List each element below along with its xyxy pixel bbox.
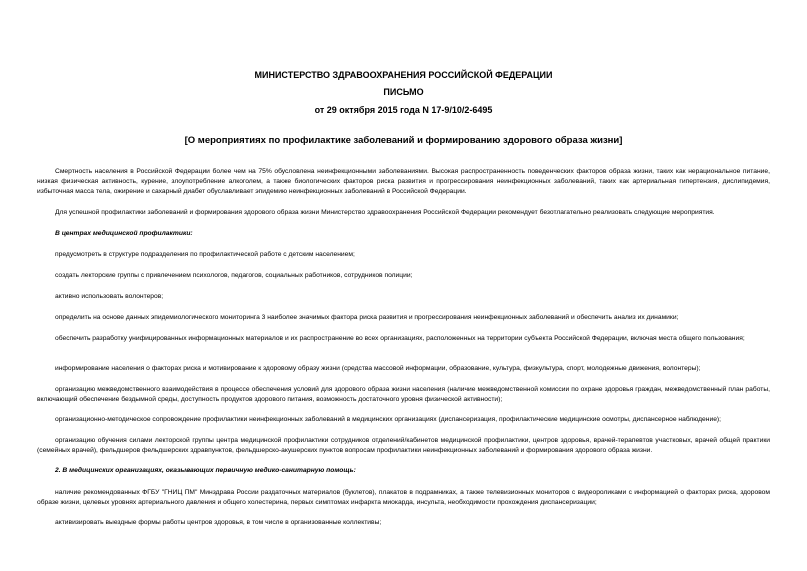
section1-item: организационно-методическое сопровождение профилактики неинфекционных заболеваний в медицинских организациях (диспансеризация, профилактические медицинские осмотры, диспансерное наблюдение);: [55, 416, 722, 423]
document-subject: [О мероприятиях по профилактике заболеваний и формированию здорового образа жизни]: [184, 135, 623, 146]
section1-item: предусмотреть в структуре подразделения по профилактической работе с детским населением;: [55, 251, 355, 258]
section2-item: наличие рекомендованных ФГБУ "ГНИЦ ПМ" Минздрава России раздаточных материалов (буклетов), плакатов в подрамниках, а также телевизионных мониторов с видеороликами с информацией о факторах риска, здоровом образе жизни, целевых уровнях артериального давления и общего холестерина, первых симптомах инфаркта миокарда, инсульта, необходимости прохождения диспансеризации;: [37, 489, 770, 506]
section1-heading: В центрах медицинской профилактики:: [55, 230, 193, 237]
section1-item: организацию обучения силами лекторской группы центра медицинской профилактики сотрудников отделений/кабинетов медицинской профилактики, центров здоровья, врачей-терапевтов участковых, врачей общей практики (семейных врачей), фельдшеров фельдшерских здравпунктов, фельдшерско-акушерских пунктов вопросам профилактики неинфекционных заболеваний и формирования здорового образа жизни.: [37, 437, 770, 454]
section1-item: определить на основе данных эпидемиологического мониторинга 3 наиболее значимых фактора риска развития и прогрессирования неинфекционных заболеваний и обеспечить анализ их динамики;: [55, 314, 679, 321]
section1-item: организацию межведомственного взаимодействия в процессе обеспечения условий для здорового образа жизни населения (наличие межведомственной комиссии по охране здоровья граждан, межведомственный план работы, включающий обеспечение бездымной среды, доступность продуктов здорового питания, возможность достаточного уровня физической активности);: [37, 386, 770, 403]
section1-item: обеспечить разработку унифицированных информационных материалов и их распространение во всех организациях, расположенных на территории субъекта Российской Федерации, включая места общего пользования;: [55, 335, 745, 342]
section1-item: активно использовать волонтеров;: [55, 293, 164, 300]
section1-item: информирование населения о факторах риска и мотивирование к здоровому образу жизни (средства массовой информации, образование, культура, физкультура, спорт, молодежные движения, волонтеры);: [55, 365, 701, 372]
section1-item: создать лекторские группы с привлечением психологов, педагогов, социальных работников, сотрудников полиции;: [55, 272, 413, 279]
ministry-title: МИНИСТЕРСТВО ЗДРАВООХРАНЕНИЯ РОССИЙСКОЙ ФЕДЕРАЦИИ: [254, 70, 553, 80]
document-date-number: от 29 октября 2015 года N 17-9/10/2-6495: [314, 105, 493, 115]
section2-heading: 2. В медицинских организациях, оказывающих первичную медико-санитарную помощь:: [55, 467, 356, 474]
document-type: ПИСЬМО: [383, 87, 424, 97]
intro-paragraph: Смертность населения в Российской Федерации более чем на 75% обусловлена неинфекционными заболеваниями. Высокая распространенность поведенческих факторов образа жизни, таких как нерациональное питание, низкая физическая активность, курение, злоупотребление алкоголем, а также биологических факторов риска развития и прогрессирования неинфекционных заболеваний, таких как артериальная гипертензия, дислипидемия, избыточная масса тела, ожирение и сахарный диабет обуславливает эпидемию неинфекционных заболеваний в Российской Федерации.: [37, 168, 770, 195]
section2-item: активизировать выездные формы работы центров здоровья, в том числе в организованные коллективы;: [55, 519, 382, 526]
recommendation-paragraph: Для успешной профилактики заболеваний и формирования здорового образа жизни Министерство здравоохранения Российской Федерации рекомендует безотлагательно реализовать следующие мероприятия.: [55, 209, 715, 216]
